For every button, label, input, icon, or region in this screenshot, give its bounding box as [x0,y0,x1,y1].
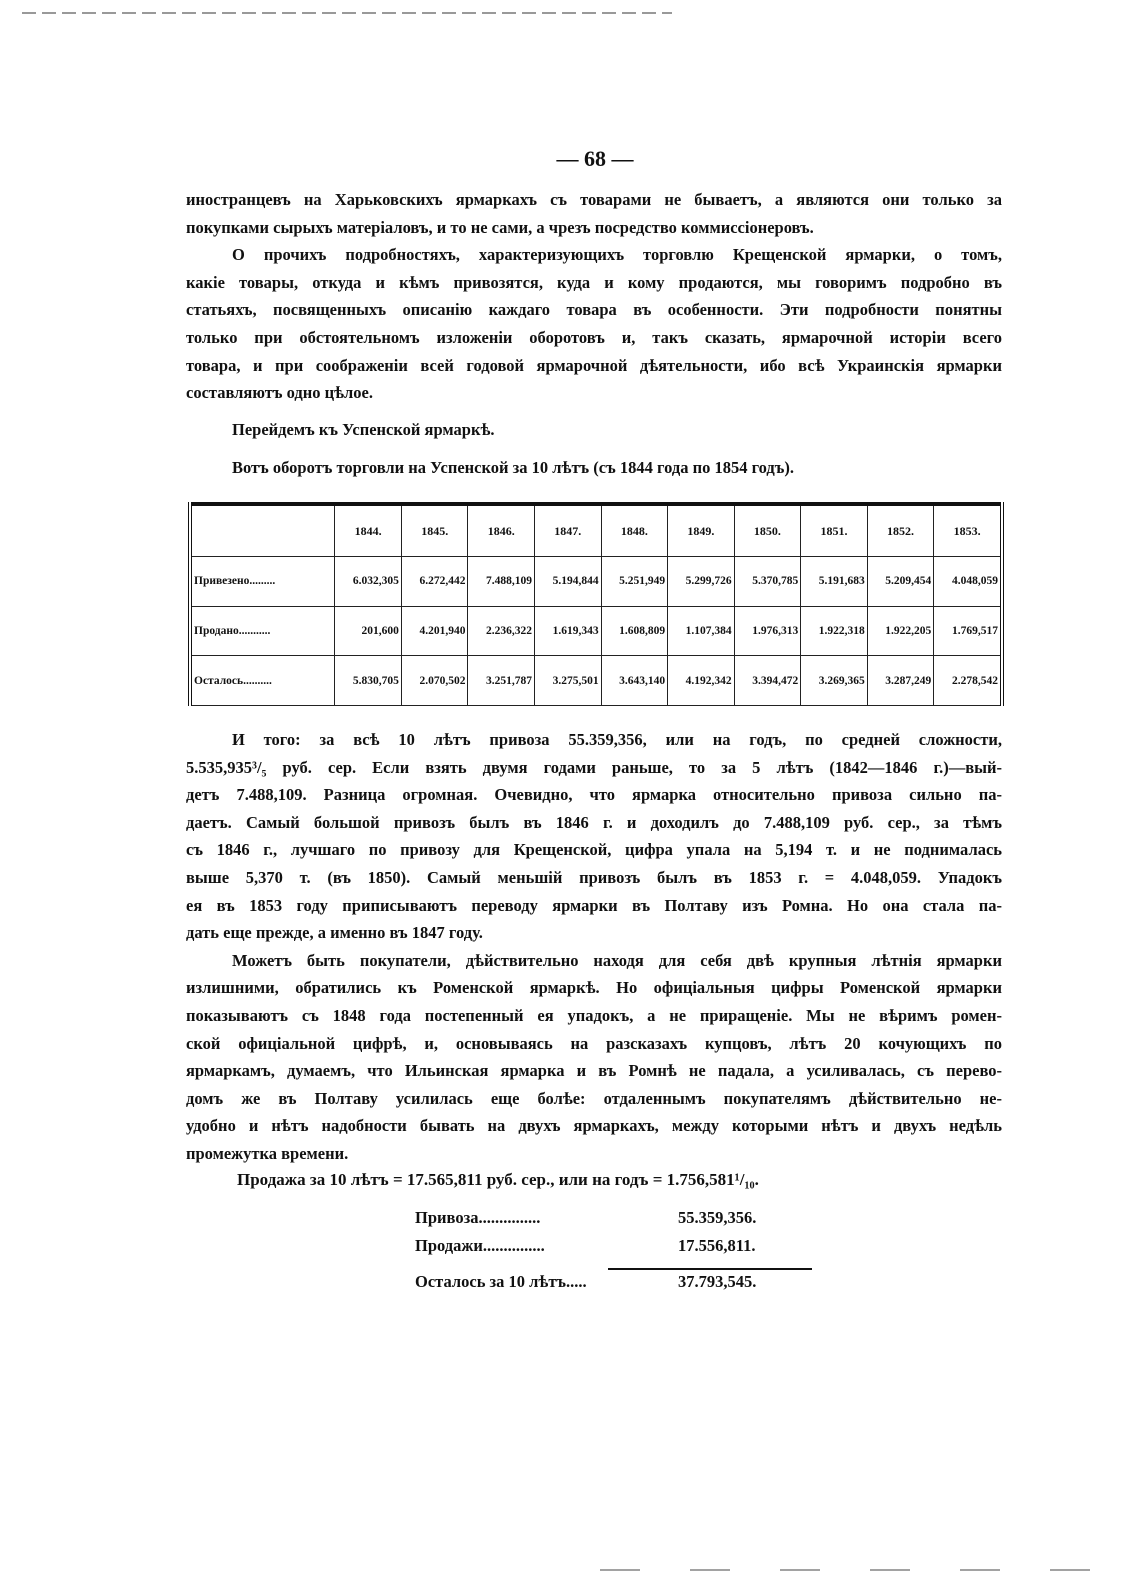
text-line: даетъ. Самый большой привозъ былъ въ 1846 г. и доходилъ до 7.488,109 руб. сер., за тѣмъ [186,812,1002,832]
text-line: излишними, обратились къ Роменской ярмаркѣ. Но офиціальныя цифры Роменской ярмарки [186,978,1002,998]
table-cell: 4.048,059 [934,557,1002,607]
text-line: Вотъ оборотъ торговли на Успенской за 10 лѣтъ (съ 1844 года по 1854 годъ). [232,458,795,477]
text-line: только при обстоятельномъ изложеніи оборотовъ и, такъ сказать, ярмарочной исторіи всего [186,327,1002,347]
table-cell: 5.370,785 [734,557,801,607]
text-line: статьяхъ, посвященныхъ описанію каждаго товара въ особенности. Эти подробности понятны [186,300,1002,320]
table-cell: 5.209,454 [867,557,934,607]
summary-value: 55.359,356. [678,1208,757,1227]
text-line: составляютъ одно цѣлое. [186,383,373,403]
table-cell: 4.201,940 [401,606,468,656]
text-bottom [186,726,1002,1168]
table-cell: 5.830,705 [335,656,402,706]
table-cell: 1.619,343 [535,606,602,656]
table-cell: 5.251,949 [601,557,668,607]
paragraph [186,241,1002,407]
summary-label: Привоза............... [415,1208,541,1227]
text-line: удобно и нѣтъ надобности бывать на двухъ ярмаркахъ, между которыми нѣтъ и двухъ недѣль [186,1116,1002,1136]
text-line: И того: за всѣ 10 лѣтъ привоза 55.359,356, или на годъ, по средней сложности, [232,730,1002,749]
year-header: 1853. [934,504,1002,557]
sales-total-line: Продажа за 10 лѣтъ = 17.565,811 руб. сер., или на годъ = 1.756,581¹/₁₀. [237,1170,759,1189]
table-header-row [190,504,1002,557]
paragraph [186,186,1002,241]
scan-edge-line [600,1569,1120,1571]
table-cell: 1.769,517 [934,606,1002,656]
table-cell: 1.922,318 [801,606,868,656]
text-line: 5.535,935³/₅ руб. сер. Если взять двумя годами раньше, то за 5 лѣтъ (1842—1846 г.)—вый- [186,757,1002,777]
summary-value: 37.793,545. [678,1272,757,1291]
summary-label: Осталось за 10 лѣтъ..... [415,1272,587,1291]
year-header: 1852. [867,504,934,557]
sum-rule [608,1268,812,1270]
year-header: 1845. [401,504,468,557]
table-cell: 2.236,322 [468,606,535,656]
table-cell: 1.107,384 [668,606,735,656]
table-row [190,656,1002,706]
row-label: Привезено......... [190,557,335,607]
summary-row [415,1272,757,1292]
table-cell: 5.299,726 [668,557,735,607]
trade-table [188,502,1004,706]
row-label: Продано........... [190,606,335,656]
text-line: дать еще прежде, а именно въ 1847 году. [186,923,483,943]
table-cell: 201,600 [335,606,402,656]
table-cell: 6.272,442 [401,557,468,607]
table-cell: 3.287,249 [867,656,934,706]
text-line: показываютъ съ 1848 года постепенный ея упадокъ, а не приращеніе. Мы не вѣримъ ромен- [186,1005,1002,1025]
text-line: Можетъ быть покупатели, дѣйствительно находя для себя двѣ крупныя лѣтнія ярмарки [232,950,1002,970]
text-line: ской офиціальной цифрѣ, и, основываясь на разсказахъ купцовъ, лѣтъ 20 кочующихъ по [186,1033,1002,1053]
text-line: Перейдемъ къ Успенской ярмаркѣ. [232,420,495,439]
summary-label: Продажи............... [415,1236,545,1255]
table-intro [186,454,1002,482]
year-header: 1846. [468,504,535,557]
year-header: 1844. [335,504,402,557]
year-header: 1849. [668,504,735,557]
year-header: 1851. [801,504,868,557]
text-line: какіе товары, откуда и кѣмъ привозятся, куда и кому продаются, мы говоримъ подробно въ [186,272,1002,292]
text-line: ея въ 1853 году приписываютъ переводу ярмарки въ Полтаву изъ Ромна. Но она стала па- [186,895,1002,915]
year-header: 1850. [734,504,801,557]
table-row [190,606,1002,656]
text-line: ярмаркамъ, думаемъ, что Ильинская ярмарка и въ Ромнѣ не падала, а усиливалась, съ перево- [186,1061,1002,1081]
summary-row [415,1208,757,1228]
table-cell: 3.269,365 [801,656,868,706]
scan-edge-line [22,12,672,14]
text-line: съ 1846 г., лучшаго по привозу для Крещенской, цифра упала на 5,194 т. и не поднималась [186,840,1002,860]
table-cell: 3.275,501 [535,656,602,706]
summary-value: 17.556,811. [678,1236,756,1255]
table-cell: 7.488,109 [468,557,535,607]
table-cell: 5.194,844 [535,557,602,607]
text-line: покупками сырыхъ матеріаловъ, и то не сами, а чрезъ посредство коммиссіонеровъ. [186,217,814,237]
table-cell: 3.251,787 [468,656,535,706]
row-label: Осталось.......... [190,656,335,706]
text-line: детъ 7.488,109. Разница огромная. Очевидно, что ярмарка относительно привоза сильно па- [186,785,1002,805]
table-cell: 2.070,502 [401,656,468,706]
text-line: товара, и при соображеніи всей годовой ярмарочной дѣятельности, ибо всѣ Украинскія ярмарки [186,355,1002,375]
table-cell: 2.278,542 [934,656,1002,706]
year-header: 1847. [535,504,602,557]
text-line: иностранцевъ на Харьковскихъ ярмаркахъ съ товарами не бываетъ, а являются они только за [186,190,1002,209]
text-line: домъ же въ Полтаву усилилась еще болѣе: отдаленнымъ покупателямъ дѣйствительно не- [186,1088,1002,1108]
table-cell: 1.976,313 [734,606,801,656]
table-cell: 1.922,205 [867,606,934,656]
text-line: промежутка времени. [186,1143,349,1163]
year-header: 1848. [601,504,668,557]
summary-row [415,1236,756,1256]
paragraph [186,726,1002,947]
page-number: — 68 — [556,146,634,171]
text-line: О прочихъ подробностяхъ, характеризующихъ торговлю Крещенской ярмарки, о томъ, [232,245,1002,265]
table-cell: 1.608,809 [601,606,668,656]
text-top [186,186,1002,407]
table-cell: 3.643,140 [601,656,668,706]
table-cell: 6.032,305 [335,557,402,607]
table-corner-cell [190,504,335,557]
table-row [190,557,1002,607]
table-cell: 3.394,472 [734,656,801,706]
transition-text [186,416,1002,444]
table-cell: 5.191,683 [801,557,868,607]
paragraph [186,947,1002,1168]
table-cell: 4.192,342 [668,656,735,706]
text-line: выше 5,370 т. (въ 1850). Самый меньшій привозъ былъ въ 1853 г. = 4.048,059. Упадокъ [186,867,1002,887]
